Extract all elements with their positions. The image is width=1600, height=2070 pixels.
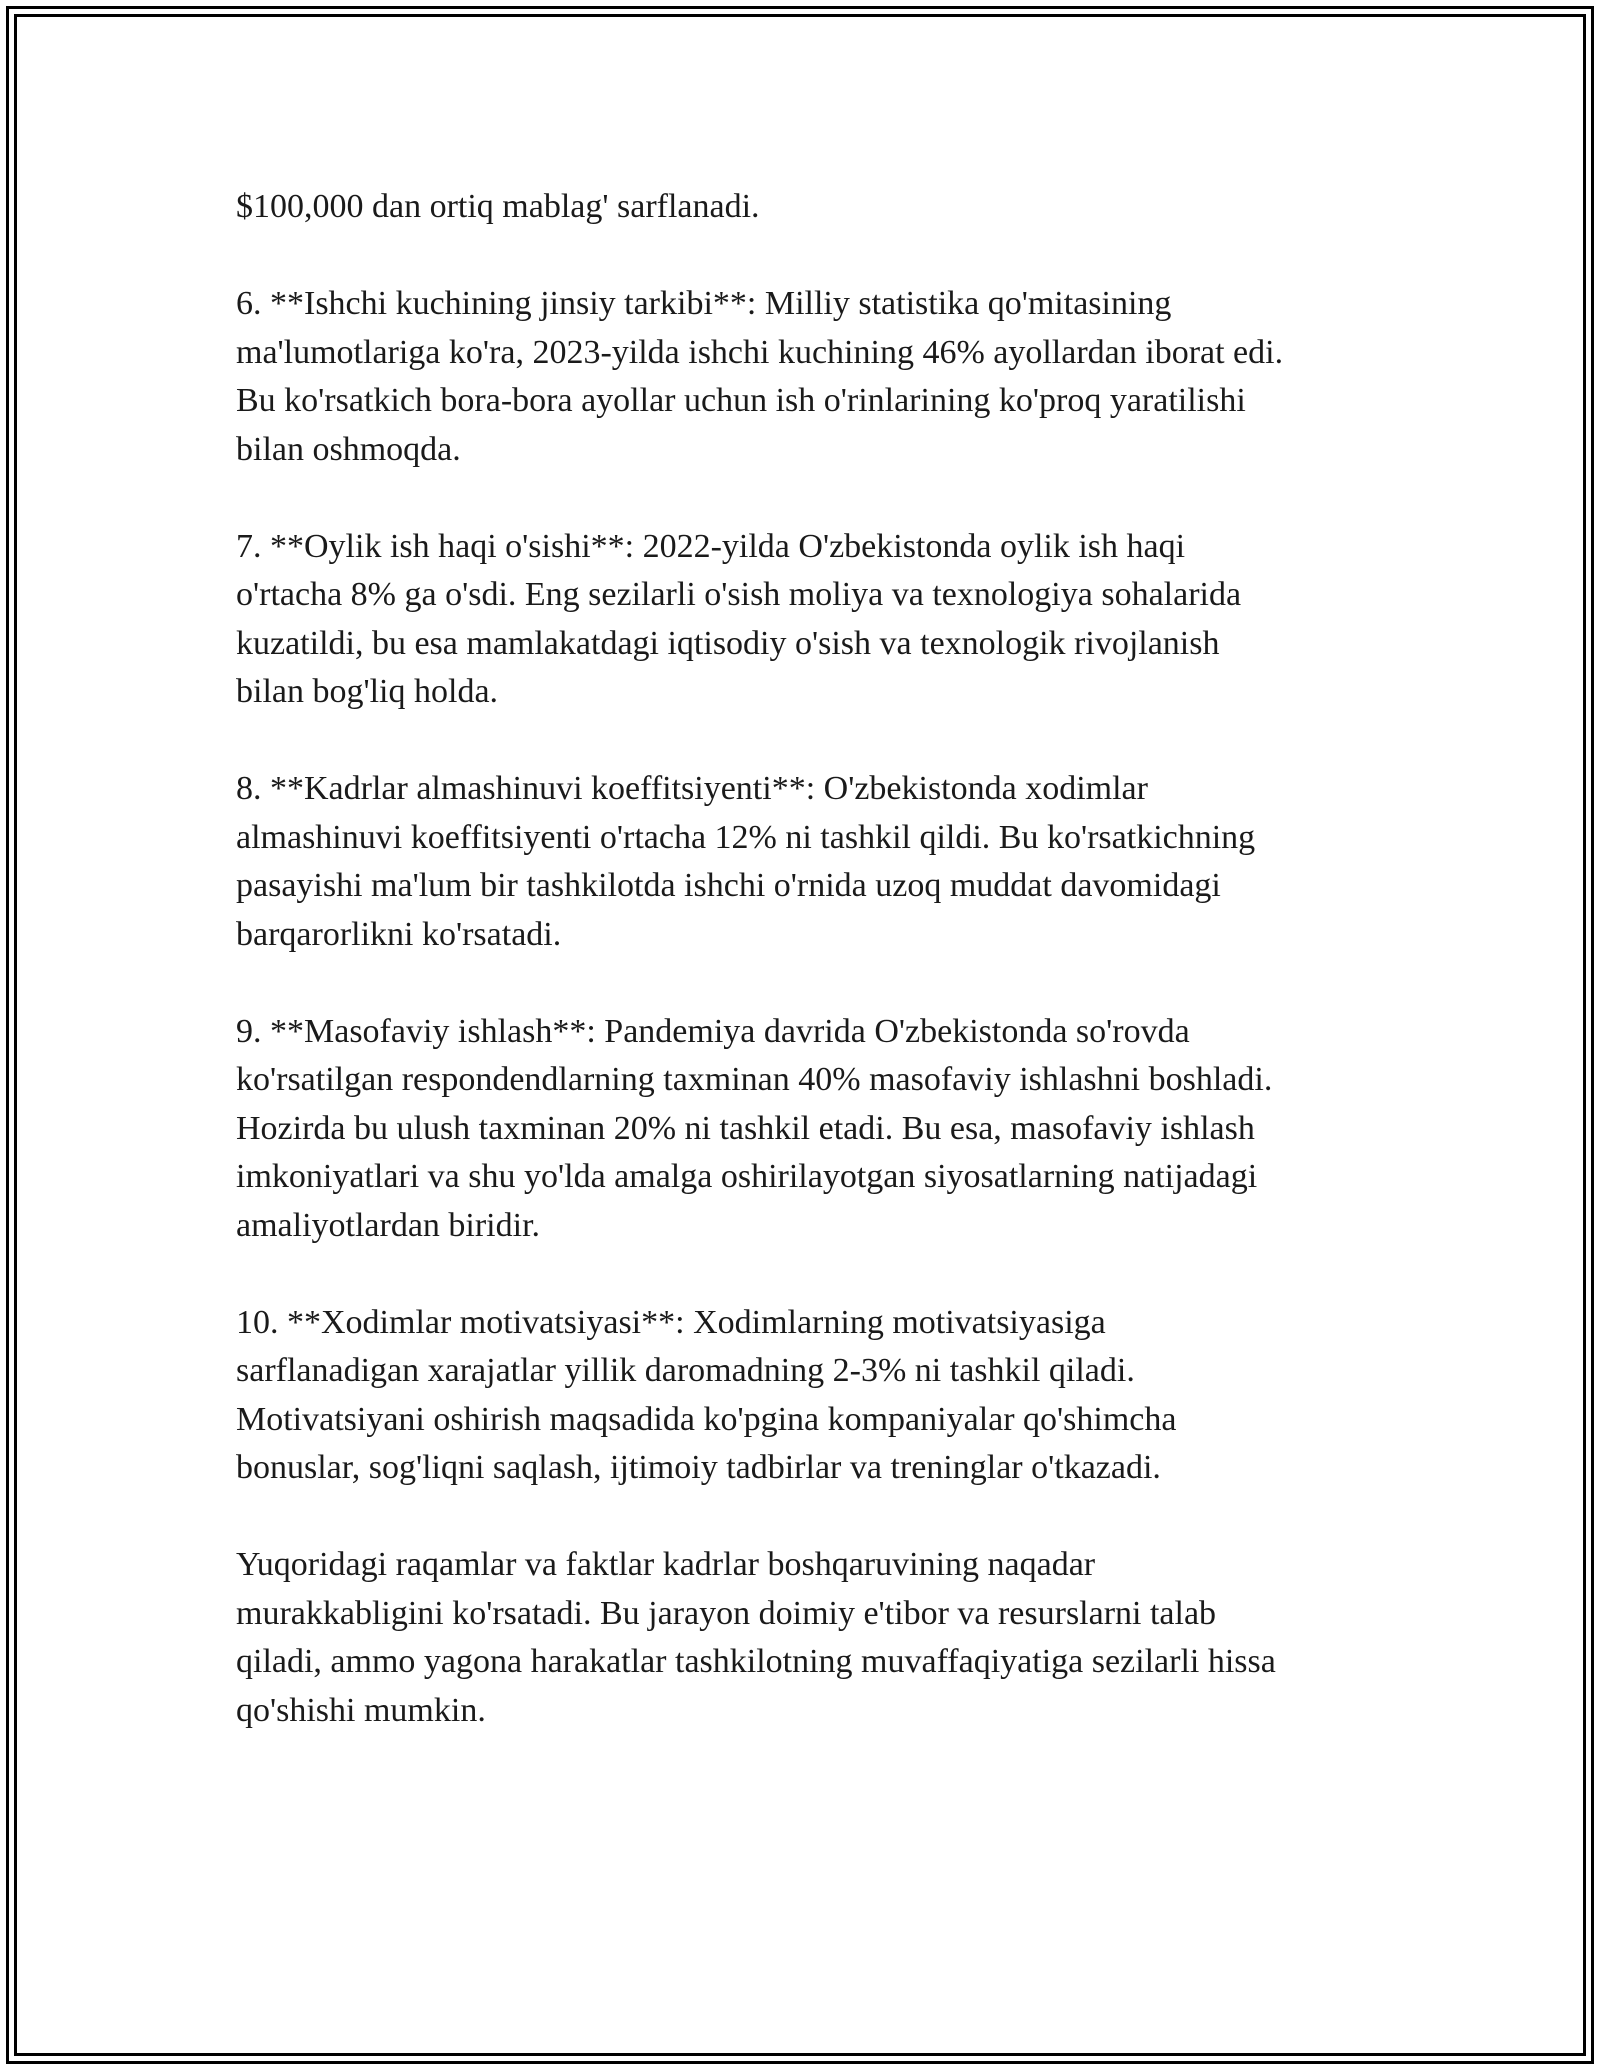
- paragraph-item-6: 6. **Ishchi kuchining jinsiy tarkibi**: Milliy statistika qo'mitasining ma'lumotlariga ko'ra, 2023-yilda ishchi kuchining 46% ayollardan iborat edi. Bu ko'rsatkich bora-bora ayollar uchun ish o'rinlarining ko'proq yaratilishi bilan oshmoqda.: [236, 285, 1284, 468]
- paragraph-item-9: 9. **Masofaviy ishlash**: Pandemiya davrida O'zbekistonda so'rovda ko'rsatilgan respondendlarning taxminan 40% masofaviy ishlashni boshladi. Hozirda bu ulush taxminan 20% ni tashkil etadi. Bu esa, masofaviy ishlash imkoniyatlari va shu yo'lda amalga oshirilayotgan siyosatlarning natijadagi amaliyotlardan biridir.: [236, 1012, 1273, 1244]
- document-body: [236, 183, 1376, 1735]
- paragraph-continuation: $100,000 dan ortiq mablag' sarflanadi.: [236, 188, 760, 225]
- paragraph-item-10: 10. **Xodimlar motivatsiyasi**: Xodimlarning motivatsiyasiga sarflanadigan xarajatlar yillik daromadning 2-3% ni tashkil qiladi. Motivatsiyani oshirish maqsadida ko'pgina kompaniyalar qo'shimcha bonuslar, sog'liqni saqlash, ijtimoiy tadbirlar va treninglar o'tkazadi.: [236, 1303, 1177, 1486]
- paragraph-item-8: 8. **Kadrlar almashinuvi koeffitsiyenti**: O'zbekistonda xodimlar almashinuvi koeffitsiyenti o'rtacha 12% ni tashkil qildi. Bu ko'rsatkichning pasayishi ma'lum bir tashkilotda ishchi o'rnida uzoq muddat davomidagi barqarorlikni ko'rsatadi.: [236, 770, 1256, 953]
- paragraph-conclusion: Yuqoridagi raqamlar va faktlar kadrlar boshqaruvining naqadar murakkabligini ko'rsatadi. Bu jarayon doimiy e'tibor va resurslarni talab qiladi, ammo yagona harakatlar tashkilotning muvaffaqiyatiga sezilarli hissa qo'shishi mumkin.: [236, 1546, 1276, 1729]
- paragraph-item-7: 7. **Oylik ish haqi o'sishi**: 2022-yilda O'zbekistonda oylik ish haqi o'rtacha 8% ga o'sdi. Eng sezilarli o'sish moliya va texnologiya sohalarida kuzatildi, bu esa mamlakatdagi iqtisodiy o'sish va texnologik rivojlanish bilan bog'liq holda.: [236, 527, 1242, 710]
